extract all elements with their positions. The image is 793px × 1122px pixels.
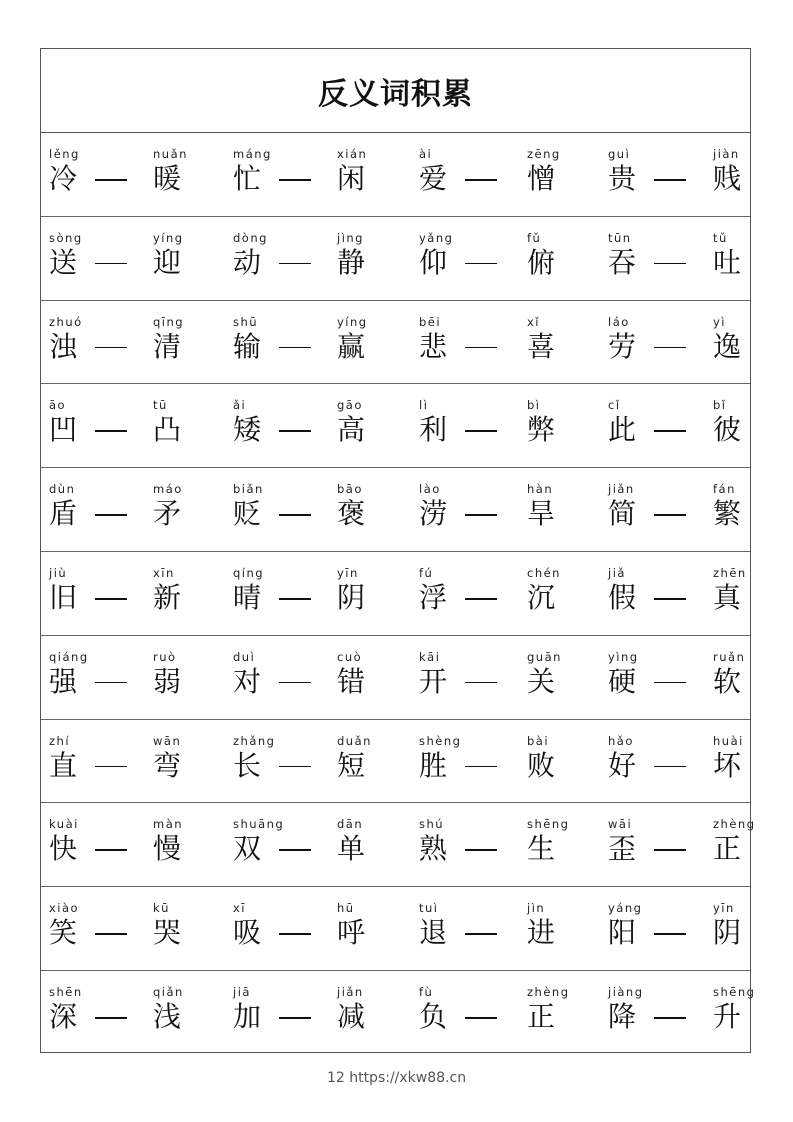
dash-separator — [279, 682, 311, 684]
word-right: 软 — [713, 664, 742, 698]
pinyin-left: sòng — [49, 230, 83, 245]
pinyin-left: shèng — [419, 733, 462, 748]
word-left: 双 — [233, 832, 262, 866]
pinyin-right: zhèng — [713, 817, 756, 832]
word-right: 生 — [527, 832, 556, 866]
pinyin-left: wāi — [608, 817, 633, 832]
word-right: 慢 — [153, 832, 182, 866]
dash-separator — [654, 263, 686, 265]
pinyin-right: hàn — [527, 482, 554, 497]
word-right: 吐 — [713, 245, 742, 279]
word-right: 弱 — [153, 664, 182, 698]
pinyin-right: xīn — [153, 565, 175, 580]
pinyin-right: fán — [713, 482, 736, 497]
pinyin-left: zhí — [49, 733, 71, 748]
pinyin-left: yǎng — [419, 230, 454, 245]
word-left: 凹 — [49, 413, 78, 447]
word-left: 浊 — [49, 329, 78, 363]
pinyin-right: màn — [153, 817, 184, 832]
word-right: 坏 — [713, 748, 742, 782]
pinyin-right: qiǎn — [153, 984, 184, 999]
pinyin-right: gāo — [337, 398, 363, 413]
word-right: 闲 — [337, 162, 366, 195]
word-left: 强 — [49, 664, 78, 698]
pinyin-right: shēng — [527, 817, 570, 832]
word-right: 真 — [713, 580, 742, 614]
word-right: 迎 — [153, 245, 182, 279]
pinyin-left: fú — [419, 565, 434, 580]
word-right: 减 — [337, 999, 366, 1033]
table-row — [41, 301, 750, 385]
word-left: 浮 — [419, 580, 448, 614]
pinyin-left: bēi — [419, 314, 442, 329]
table-row — [41, 468, 750, 552]
pinyin-right: xǐ — [527, 314, 541, 329]
word-right: 贱 — [713, 162, 742, 195]
pinyin-left: guì — [608, 147, 631, 161]
pinyin-right: zēng — [527, 147, 561, 161]
pinyin-left: kāi — [419, 649, 441, 664]
pinyin-right: bài — [527, 733, 550, 748]
dash-separator — [465, 682, 497, 684]
word-left: 深 — [49, 999, 78, 1033]
pinyin-right: qīng — [153, 314, 185, 329]
pinyin-left: láo — [608, 314, 630, 329]
word-left: 负 — [419, 999, 448, 1033]
pinyin-left: fù — [419, 984, 434, 999]
dash-separator — [95, 598, 127, 600]
table-row — [41, 720, 750, 804]
pinyin-right: nuǎn — [153, 147, 188, 161]
dash-separator — [95, 430, 127, 432]
pinyin-left: jiǎ — [608, 565, 626, 580]
pinyin-left: shēn — [49, 984, 83, 999]
word-right: 进 — [527, 916, 556, 950]
word-right: 短 — [337, 748, 366, 782]
word-left: 悲 — [419, 329, 448, 363]
pinyin-left: dùn — [49, 482, 76, 497]
word-left: 降 — [608, 999, 637, 1033]
dash-separator — [654, 179, 686, 181]
dash-separator — [654, 933, 686, 935]
pinyin-left: máng — [233, 147, 272, 161]
word-right: 凸 — [153, 413, 182, 447]
word-right: 升 — [713, 999, 742, 1033]
word-right: 憎 — [527, 162, 556, 195]
word-right: 喜 — [527, 329, 556, 363]
pinyin-right: fǔ — [527, 230, 542, 245]
pinyin-left: jiā — [233, 984, 251, 999]
dash-separator — [654, 598, 686, 600]
pinyin-left: zhuó — [49, 314, 83, 329]
pinyin-left: shuāng — [233, 817, 285, 832]
pinyin-left: tuì — [419, 901, 439, 916]
pinyin-left: lì — [419, 398, 429, 413]
word-left: 熟 — [419, 832, 448, 866]
pinyin-left: āo — [49, 398, 67, 413]
word-right: 败 — [527, 748, 556, 782]
pinyin-left: shú — [419, 817, 445, 832]
pinyin-left: kuài — [49, 817, 79, 832]
pinyin-right: wān — [153, 733, 182, 748]
pinyin-left: dòng — [233, 230, 268, 245]
word-left: 晴 — [233, 580, 262, 614]
pinyin-right: yīn — [713, 901, 735, 916]
word-left: 盾 — [49, 497, 78, 531]
dash-separator — [654, 1017, 686, 1019]
dash-separator — [95, 179, 127, 181]
pinyin-left: lào — [419, 482, 441, 497]
dash-separator — [279, 849, 311, 851]
pinyin-left: duì — [233, 649, 256, 664]
word-left: 送 — [49, 245, 78, 279]
dash-separator — [95, 849, 127, 851]
pinyin-right: máo — [153, 482, 183, 497]
pinyin-right: duǎn — [337, 733, 372, 748]
dash-separator — [465, 766, 497, 768]
table-row — [41, 552, 750, 636]
pinyin-left: jiǎn — [608, 482, 635, 497]
pinyin-left: hǎo — [608, 733, 634, 748]
pinyin-right: bāo — [337, 482, 363, 497]
word-left: 旧 — [49, 580, 78, 614]
pinyin-right: yíng — [153, 230, 184, 245]
word-right: 褒 — [337, 497, 366, 531]
word-right: 弊 — [527, 413, 556, 447]
word-left: 涝 — [419, 497, 448, 531]
pinyin-right: zhēn — [713, 565, 747, 580]
word-left: 简 — [608, 497, 637, 531]
word-left: 硬 — [608, 664, 637, 698]
pinyin-left: biǎn — [233, 482, 264, 497]
pinyin-left: yáng — [608, 901, 643, 916]
word-right: 暖 — [153, 162, 182, 195]
pinyin-left: tūn — [608, 230, 632, 245]
dash-separator — [654, 347, 686, 349]
word-right: 阴 — [337, 580, 366, 614]
table-row — [41, 133, 750, 217]
word-right: 哭 — [153, 916, 182, 950]
word-left: 输 — [233, 329, 262, 363]
pinyin-right: hū — [337, 901, 355, 916]
word-right: 正 — [713, 832, 742, 866]
pinyin-right: bì — [527, 398, 541, 413]
dash-separator — [465, 598, 497, 600]
pinyin-right: yíng — [337, 314, 368, 329]
pinyin-right: jiàn — [713, 147, 740, 161]
pinyin-right: huài — [713, 733, 744, 748]
pinyin-left: xī — [233, 901, 247, 916]
pinyin-right: yì — [713, 314, 727, 329]
dash-separator — [465, 347, 497, 349]
pinyin-left: shū — [233, 314, 259, 329]
pinyin-right: shēng — [713, 984, 756, 999]
word-right: 错 — [337, 664, 366, 698]
word-left: 开 — [419, 664, 448, 698]
word-right: 关 — [527, 664, 556, 698]
pinyin-right: xián — [337, 147, 368, 161]
pinyin-right: jiǎn — [337, 984, 364, 999]
word-right: 逸 — [713, 329, 742, 363]
pinyin-right: zhèng — [527, 984, 570, 999]
pinyin-right: cuò — [337, 649, 363, 664]
word-right: 沉 — [527, 580, 556, 614]
pinyin-right: jìn — [527, 901, 546, 916]
word-left: 直 — [49, 748, 78, 782]
word-right: 矛 — [153, 497, 182, 531]
pinyin-right: ruò — [153, 649, 177, 664]
page-footer: 12 https://xkw88.cn — [326, 1070, 467, 1086]
word-right: 阴 — [713, 916, 742, 950]
pinyin-right: kū — [153, 901, 170, 916]
table-row — [41, 887, 750, 971]
word-right: 彼 — [713, 413, 742, 447]
page-title: 反义词积累 — [318, 76, 473, 112]
pinyin-left: lěng — [49, 147, 80, 161]
title-row — [41, 49, 750, 133]
dash-separator — [465, 1017, 497, 1019]
word-left: 爱 — [419, 162, 448, 195]
dash-separator — [279, 347, 311, 349]
word-right: 新 — [153, 580, 182, 614]
dash-separator — [279, 598, 311, 600]
dash-separator — [279, 766, 311, 768]
dash-separator — [95, 1017, 127, 1019]
dash-separator — [279, 179, 311, 181]
word-right: 静 — [337, 245, 366, 279]
dash-separator — [465, 849, 497, 851]
pinyin-left: cǐ — [608, 398, 621, 413]
pinyin-left: jiàng — [608, 984, 644, 999]
dash-separator — [654, 766, 686, 768]
word-left: 忙 — [233, 162, 262, 195]
pinyin-right: ruǎn — [713, 649, 746, 664]
word-right: 弯 — [153, 748, 182, 782]
word-right: 旱 — [527, 497, 556, 531]
pinyin-left: xiào — [49, 901, 80, 916]
word-left: 矮 — [233, 413, 262, 447]
pinyin-left: zhǎng — [233, 733, 276, 748]
dash-separator — [95, 682, 127, 684]
pinyin-right: chén — [527, 565, 561, 580]
table-row — [41, 217, 750, 301]
pinyin-left: ǎi — [233, 398, 247, 413]
word-right: 高 — [337, 413, 366, 447]
word-left: 胜 — [419, 748, 448, 782]
word-left: 退 — [419, 916, 448, 950]
dash-separator — [465, 514, 497, 516]
dash-separator — [465, 263, 497, 265]
dash-separator — [654, 430, 686, 432]
dash-separator — [279, 430, 311, 432]
word-left: 快 — [49, 832, 78, 866]
dash-separator — [95, 263, 127, 265]
word-left: 长 — [233, 748, 262, 782]
dash-separator — [654, 514, 686, 516]
table-row — [41, 803, 756, 887]
dash-separator — [279, 263, 311, 265]
word-left: 冷 — [49, 162, 78, 195]
word-right: 正 — [527, 999, 556, 1033]
pinyin-left: qíng — [233, 565, 265, 580]
dash-separator — [95, 514, 127, 516]
word-right: 呼 — [337, 916, 366, 950]
dash-separator — [95, 347, 127, 349]
word-left: 利 — [419, 413, 448, 447]
word-left: 仰 — [419, 245, 448, 279]
word-left: 歪 — [608, 832, 637, 866]
word-left: 笑 — [49, 916, 78, 950]
pinyin-right: guān — [527, 649, 562, 664]
pinyin-left: yìng — [608, 649, 639, 664]
table-row — [41, 971, 756, 1055]
dash-separator — [95, 766, 127, 768]
word-left: 对 — [233, 664, 262, 698]
word-right: 单 — [337, 832, 366, 866]
dash-separator — [465, 430, 497, 432]
pinyin-right: dān — [337, 817, 364, 832]
word-right: 繁 — [713, 497, 742, 531]
word-left: 阳 — [608, 916, 637, 950]
table-row — [41, 384, 750, 468]
pinyin-right: jìng — [337, 230, 364, 245]
dash-separator — [279, 514, 311, 516]
word-right: 俯 — [527, 245, 556, 279]
word-left: 吸 — [233, 916, 262, 950]
pinyin-right: tū — [153, 398, 168, 413]
antonym-table — [40, 48, 756, 1053]
word-left: 贵 — [608, 162, 637, 195]
pinyin-left: jiù — [49, 565, 68, 580]
dash-separator — [465, 179, 497, 181]
word-left: 吞 — [608, 245, 637, 279]
word-left: 好 — [608, 748, 637, 782]
word-right: 清 — [153, 329, 182, 363]
dash-separator — [465, 933, 497, 935]
dash-separator — [279, 1017, 311, 1019]
word-right: 浅 — [153, 999, 182, 1033]
dash-separator — [279, 933, 311, 935]
word-left: 贬 — [233, 497, 262, 531]
pinyin-right: bǐ — [713, 398, 727, 413]
dash-separator — [654, 849, 686, 851]
word-left: 动 — [233, 245, 262, 279]
word-left: 此 — [608, 413, 637, 447]
antonym-rows — [41, 133, 756, 1055]
word-left: 假 — [608, 580, 637, 614]
word-left: 加 — [233, 999, 262, 1033]
dash-separator — [95, 933, 127, 935]
pinyin-left: qiáng — [49, 649, 89, 664]
word-left: 劳 — [608, 329, 637, 363]
word-right: 赢 — [337, 329, 366, 363]
table-row — [41, 636, 750, 720]
pinyin-right: yīn — [337, 565, 359, 580]
dash-separator — [654, 682, 686, 684]
pinyin-right: tǔ — [713, 230, 728, 245]
pinyin-left: ài — [419, 147, 433, 161]
